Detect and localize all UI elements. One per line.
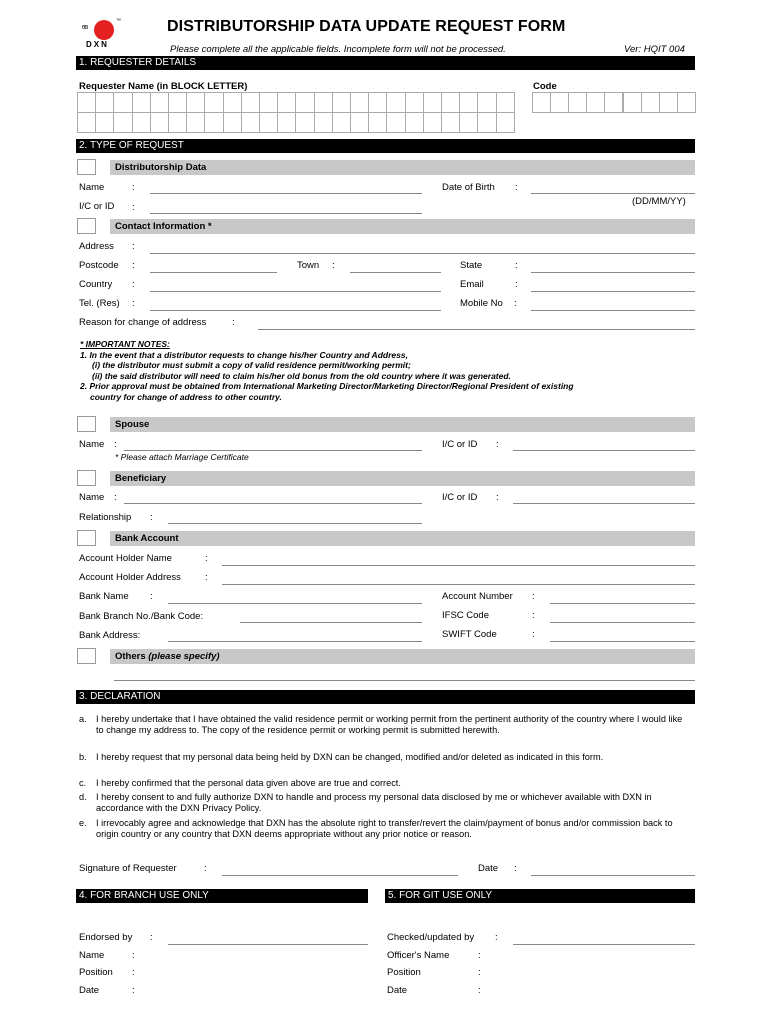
branch-name-label: Name <box>79 950 105 961</box>
country-field[interactable] <box>150 291 441 292</box>
mobile-field[interactable] <box>531 310 695 311</box>
name-field[interactable] <box>150 193 422 194</box>
form-version: Ver: HQIT 004 <box>624 44 685 55</box>
account-number-field[interactable] <box>550 603 695 604</box>
bank-name-field[interactable] <box>168 603 422 604</box>
endorsed-field[interactable] <box>168 944 368 945</box>
requester-name-label: Requester Name (in BLOCK LETTER) <box>79 81 248 92</box>
section-branch-heading: 4. FOR BRANCH USE ONLY <box>76 889 368 903</box>
char-box[interactable] <box>277 112 296 133</box>
beneficiary-checkbox[interactable] <box>77 470 96 486</box>
spouse-bar: Spouse <box>110 417 695 432</box>
ifsc-field[interactable] <box>550 622 695 623</box>
char-box[interactable] <box>568 92 587 113</box>
relationship-field[interactable] <box>168 523 422 524</box>
others-bar <box>110 649 695 664</box>
branch-field[interactable] <box>240 622 422 623</box>
beneficiary-name-field[interactable] <box>124 503 422 504</box>
note-2: 2. Prior approval must be obtained from International Marketing Director/Marketing Director/Regional President of existing <box>80 381 574 391</box>
char-box[interactable] <box>586 92 605 113</box>
state-field[interactable] <box>531 272 695 273</box>
char-box[interactable] <box>132 112 151 133</box>
note-2-cont: country for change of address to other country. <box>90 391 282 402</box>
bank-address-field[interactable] <box>168 641 422 642</box>
reason-label: Reason for change of address <box>79 317 207 328</box>
logo-text: DXN <box>86 40 109 49</box>
char-box[interactable] <box>350 112 369 133</box>
git-date-label: Date <box>387 985 408 996</box>
char-box[interactable] <box>659 92 678 113</box>
char-box[interactable] <box>95 112 114 133</box>
char-box[interactable] <box>168 112 187 133</box>
country-label: Country <box>79 279 113 290</box>
section-git-heading: 5. FOR GIT USE ONLY <box>385 889 695 903</box>
note-1: 1. In the event that a distributor requests to change his/her Country and Address, <box>80 349 408 360</box>
state-label: State <box>460 260 483 271</box>
tel-label: Tel. (Res) <box>79 298 120 309</box>
char-box[interactable] <box>441 112 460 133</box>
bank-bar: Bank Account <box>110 531 695 546</box>
spouse-ic-label: I/C or ID <box>442 439 478 450</box>
beneficiary-ic-label: I/C or ID <box>442 492 478 503</box>
form-title: DISTRIBUTORSHIP DATA UPDATE REQUEST FORM <box>167 18 566 35</box>
char-box[interactable] <box>386 112 405 133</box>
git-position-label: Position <box>387 967 421 978</box>
beneficiary-ic-field[interactable] <box>513 503 695 504</box>
postcode-field[interactable] <box>150 272 277 273</box>
town-label: Town <box>297 260 320 271</box>
char-box[interactable] <box>314 112 333 133</box>
note-1-ii: (ii) the said distributor will need to claim his/her old bonus from the old country where it was generated. <box>92 370 511 381</box>
important-notes <box>80 339 574 402</box>
char-box[interactable] <box>168 92 187 113</box>
char-box[interactable] <box>295 92 314 113</box>
checked-field[interactable] <box>513 944 695 945</box>
char-box[interactable] <box>550 92 569 113</box>
name-label: Name <box>79 182 105 193</box>
contact-bar: Contact Information * <box>110 219 695 234</box>
char-box[interactable] <box>204 112 223 133</box>
char-box[interactable] <box>423 112 442 133</box>
declaration-date-label: Date <box>478 863 499 874</box>
spouse-name-field[interactable] <box>124 450 422 451</box>
branch-label: Bank Branch No./Bank Code: <box>79 611 204 622</box>
char-box[interactable] <box>77 112 96 133</box>
char-box[interactable] <box>368 92 387 113</box>
logo-ball-icon <box>94 20 114 40</box>
address-field[interactable] <box>150 253 695 254</box>
bank-name-label: Bank Name <box>79 591 129 602</box>
others-specify: (please specify) <box>148 651 220 662</box>
char-box[interactable] <box>405 92 424 113</box>
char-box[interactable] <box>477 112 496 133</box>
section-requester-heading: 1. REQUESTER DETAILS <box>76 56 695 70</box>
char-box[interactable] <box>477 92 496 113</box>
email-label: Email <box>460 279 484 290</box>
beneficiary-name-label: Name <box>79 492 105 503</box>
declaration-list: a. I hereby undertake that I have obtained the valid residence permit or working permit from the pertinent authority of the country where I would like to change my address to. The copy of the residence permit or working permit is submitted herewith. b. I hereby request that my personal data being held by DXN can be changed, modified and/or deleted as indicated in this form. c. I hereby confirmed that the personal data given above are true and correct. d. I hereby consent to and fully authorize DXN to handle and process my personal data disclosed by me or whichever available with DXN in accordance with the DXN Privacy Policy. e. I irrevocably agree and acknowledge that DXN has the absolute right to transfer/revert the claim/payment of bonus and/or commission back to origin country or any country that DXN deems appropriate without any prior notice or reason. <box>79 714 683 839</box>
char-box[interactable] <box>459 92 478 113</box>
char-box[interactable] <box>95 92 114 113</box>
dxn-logo: ɞɞ ™ DXN <box>82 18 121 49</box>
char-box[interactable] <box>241 92 260 113</box>
tel-field[interactable] <box>150 310 441 311</box>
char-box[interactable] <box>350 92 369 113</box>
char-box[interactable] <box>223 112 242 133</box>
char-box[interactable] <box>496 112 515 133</box>
ic-field[interactable] <box>150 213 422 214</box>
ifsc-label: IFSC Code <box>442 610 489 621</box>
char-box[interactable] <box>113 112 132 133</box>
char-box[interactable] <box>132 92 151 113</box>
form-subtitle: Please complete all the applicable fields. Incomplete form will not be processed. <box>170 44 506 55</box>
others-field[interactable] <box>114 680 695 681</box>
relationship-label: Relationship <box>79 512 132 523</box>
char-box[interactable] <box>150 92 169 113</box>
swift-field[interactable] <box>550 641 695 642</box>
branch-date-label: Date <box>79 985 100 996</box>
dob-format: (DD/MM/YY) <box>632 196 686 207</box>
char-box[interactable] <box>496 92 515 113</box>
char-box[interactable] <box>150 112 169 133</box>
char-box[interactable] <box>295 112 314 133</box>
others-checkbox[interactable] <box>77 648 96 664</box>
contact-checkbox[interactable] <box>77 218 96 234</box>
holder-name-label: Account Holder Name <box>79 553 172 564</box>
code-label: Code <box>533 81 557 92</box>
swift-label: SWIFT Code <box>442 629 497 640</box>
char-box[interactable] <box>113 92 132 113</box>
address-label: Address <box>79 241 114 252</box>
char-box[interactable] <box>423 92 442 113</box>
char-box[interactable] <box>314 92 333 113</box>
town-field[interactable] <box>350 272 441 273</box>
section-declaration-heading: 3. DECLARATION <box>76 690 695 704</box>
others-title: Others <box>115 651 146 662</box>
bank-checkbox[interactable] <box>77 530 96 546</box>
bank-address-label: Bank Address: <box>79 630 141 641</box>
holder-address-label: Account Holder Address <box>79 572 181 583</box>
char-box[interactable] <box>241 112 260 133</box>
char-box[interactable] <box>332 92 351 113</box>
char-box[interactable] <box>532 92 551 113</box>
char-box[interactable] <box>368 112 387 133</box>
holder-address-field[interactable] <box>222 584 695 585</box>
account-number-label: Account Number <box>442 591 513 602</box>
distributorship-checkbox[interactable] <box>77 159 96 175</box>
char-box[interactable] <box>386 92 405 113</box>
mobile-label: Mobile No <box>460 298 503 309</box>
char-box[interactable] <box>277 92 296 113</box>
char-box[interactable] <box>459 112 478 133</box>
ic-label: I/C or ID <box>79 201 115 212</box>
spouse-name-label: Name <box>79 439 105 450</box>
requester-name-boxes[interactable] <box>77 92 514 132</box>
postcode-label: Postcode <box>79 260 119 271</box>
marriage-cert-note: * Please attach Marriage Certificate <box>115 452 249 462</box>
holder-name-field[interactable] <box>222 565 695 566</box>
code-boxes[interactable] <box>532 92 695 112</box>
notes-heading: * IMPORTANT NOTES: <box>80 339 170 349</box>
declaration-date-field[interactable] <box>531 875 695 876</box>
char-box[interactable] <box>77 92 96 113</box>
checked-label: Checked/updated by <box>387 932 475 943</box>
email-field[interactable] <box>531 291 695 292</box>
char-box[interactable] <box>623 92 642 113</box>
distributorship-bar: Distributorship Data <box>110 160 695 175</box>
char-box[interactable] <box>223 92 242 113</box>
note-1-i: (i) the distributor must submit a copy of valid residence permit/working permit; <box>92 360 411 370</box>
char-box[interactable] <box>677 92 696 113</box>
spouse-ic-field[interactable] <box>513 450 695 451</box>
char-box[interactable] <box>604 92 623 113</box>
dob-field[interactable] <box>531 193 695 194</box>
char-box[interactable] <box>186 92 205 113</box>
beneficiary-bar: Beneficiary <box>110 471 695 486</box>
char-box[interactable] <box>259 92 278 113</box>
endorsed-label: Endorsed by <box>79 932 133 943</box>
branch-position-label: Position <box>79 967 113 978</box>
char-box[interactable] <box>259 112 278 133</box>
signature-field[interactable] <box>222 875 458 876</box>
char-box[interactable] <box>332 112 351 133</box>
char-box[interactable] <box>186 112 205 133</box>
reason-field[interactable] <box>258 329 695 330</box>
officer-label: Officer's Name <box>387 950 450 961</box>
spouse-checkbox[interactable] <box>77 416 96 432</box>
section-request-type-heading: 2. TYPE OF REQUEST <box>76 139 695 153</box>
char-box[interactable] <box>204 92 223 113</box>
signature-label: Signature of Requester <box>79 863 177 874</box>
logo-mark-icon: ɞɞ <box>82 24 88 31</box>
char-box[interactable] <box>441 92 460 113</box>
char-box[interactable] <box>641 92 660 113</box>
dob-label: Date of Birth <box>442 182 495 193</box>
char-box[interactable] <box>405 112 424 133</box>
